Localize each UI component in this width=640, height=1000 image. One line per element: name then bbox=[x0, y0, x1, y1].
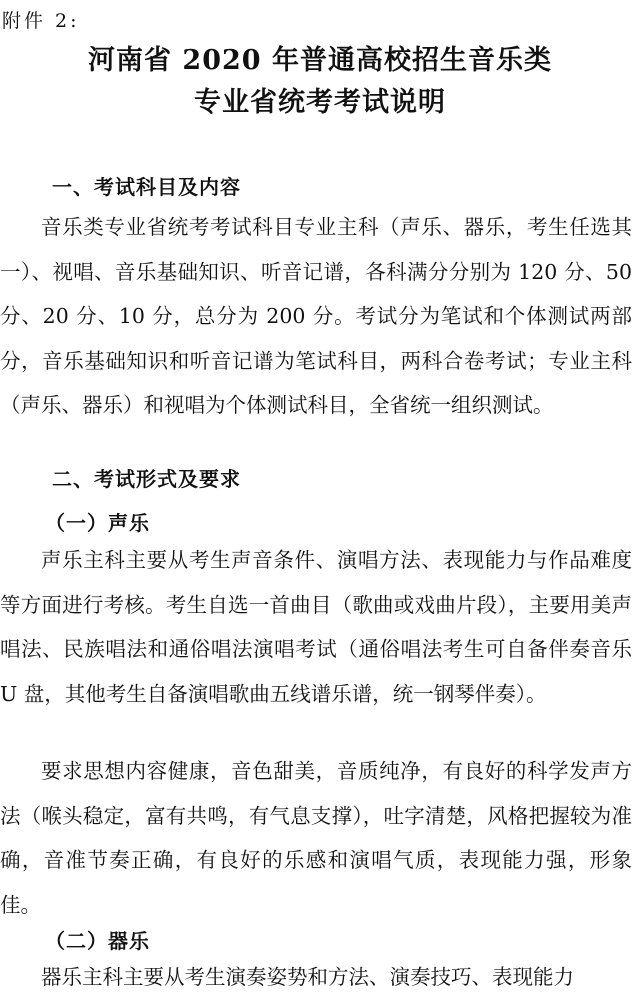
section-2-heading: 二、考试形式及要求 bbox=[52, 467, 241, 491]
section-2-1-paragraph-2: 要求思想内容健康，音色甜美，音质纯净，有良好的科学发声方法（喉头稳定，富有共鸣，有气息支撑），吐字清楚，风格把握较为准确，音准节奏正确，有良好的乐感和演唱气质，表现能力强，形象佳。 bbox=[0, 759, 632, 917]
section-1-heading: 一、考试科目及内容 bbox=[52, 175, 241, 199]
section-2-2-heading: （二）器乐 bbox=[45, 929, 150, 953]
section-2-1-paragraph-1: 声乐主科主要从考生声音条件、演唱方法、表现能力与作品难度等方面进行考核。考生自选一首曲目（歌曲或戏曲片段），主要用美声唱法、民族唱法和通俗唱法演唱考试（通俗唱法考生可自备伴奏音乐 U 盘，其他考生自备演唱歌曲五线谱乐谱，统一钢琴伴奏）。 bbox=[0, 548, 632, 706]
section-2-1-heading: （一）声乐 bbox=[45, 511, 150, 535]
document-title-line-2: 专业省统考考试说明 bbox=[194, 87, 446, 118]
section-1-paragraph: 音乐类专业省统考考试科目专业主科（声乐、器乐，考生任选其一）、视唱、音乐基础知识、听音记谱，各科满分分别为 120 分、50 分、20 分、10 分，总分为 200 分。考试分为笔试和个体测试两部分，音乐基础知识和听音记谱为笔试科目，两科合卷考试；专业主科（声乐、器乐）和视唱为个体测试科目，全省统一组织测试。 bbox=[0, 215, 632, 418]
section-2-2-paragraph-1: 器乐主科主要从考生演奏姿势和方法、演奏技巧、表现能力 bbox=[41, 965, 574, 989]
document-title-line-1: 河南省 2020 年普通高校招生音乐类 bbox=[88, 45, 552, 76]
attachment-label: 附件 2: bbox=[2, 10, 80, 32]
